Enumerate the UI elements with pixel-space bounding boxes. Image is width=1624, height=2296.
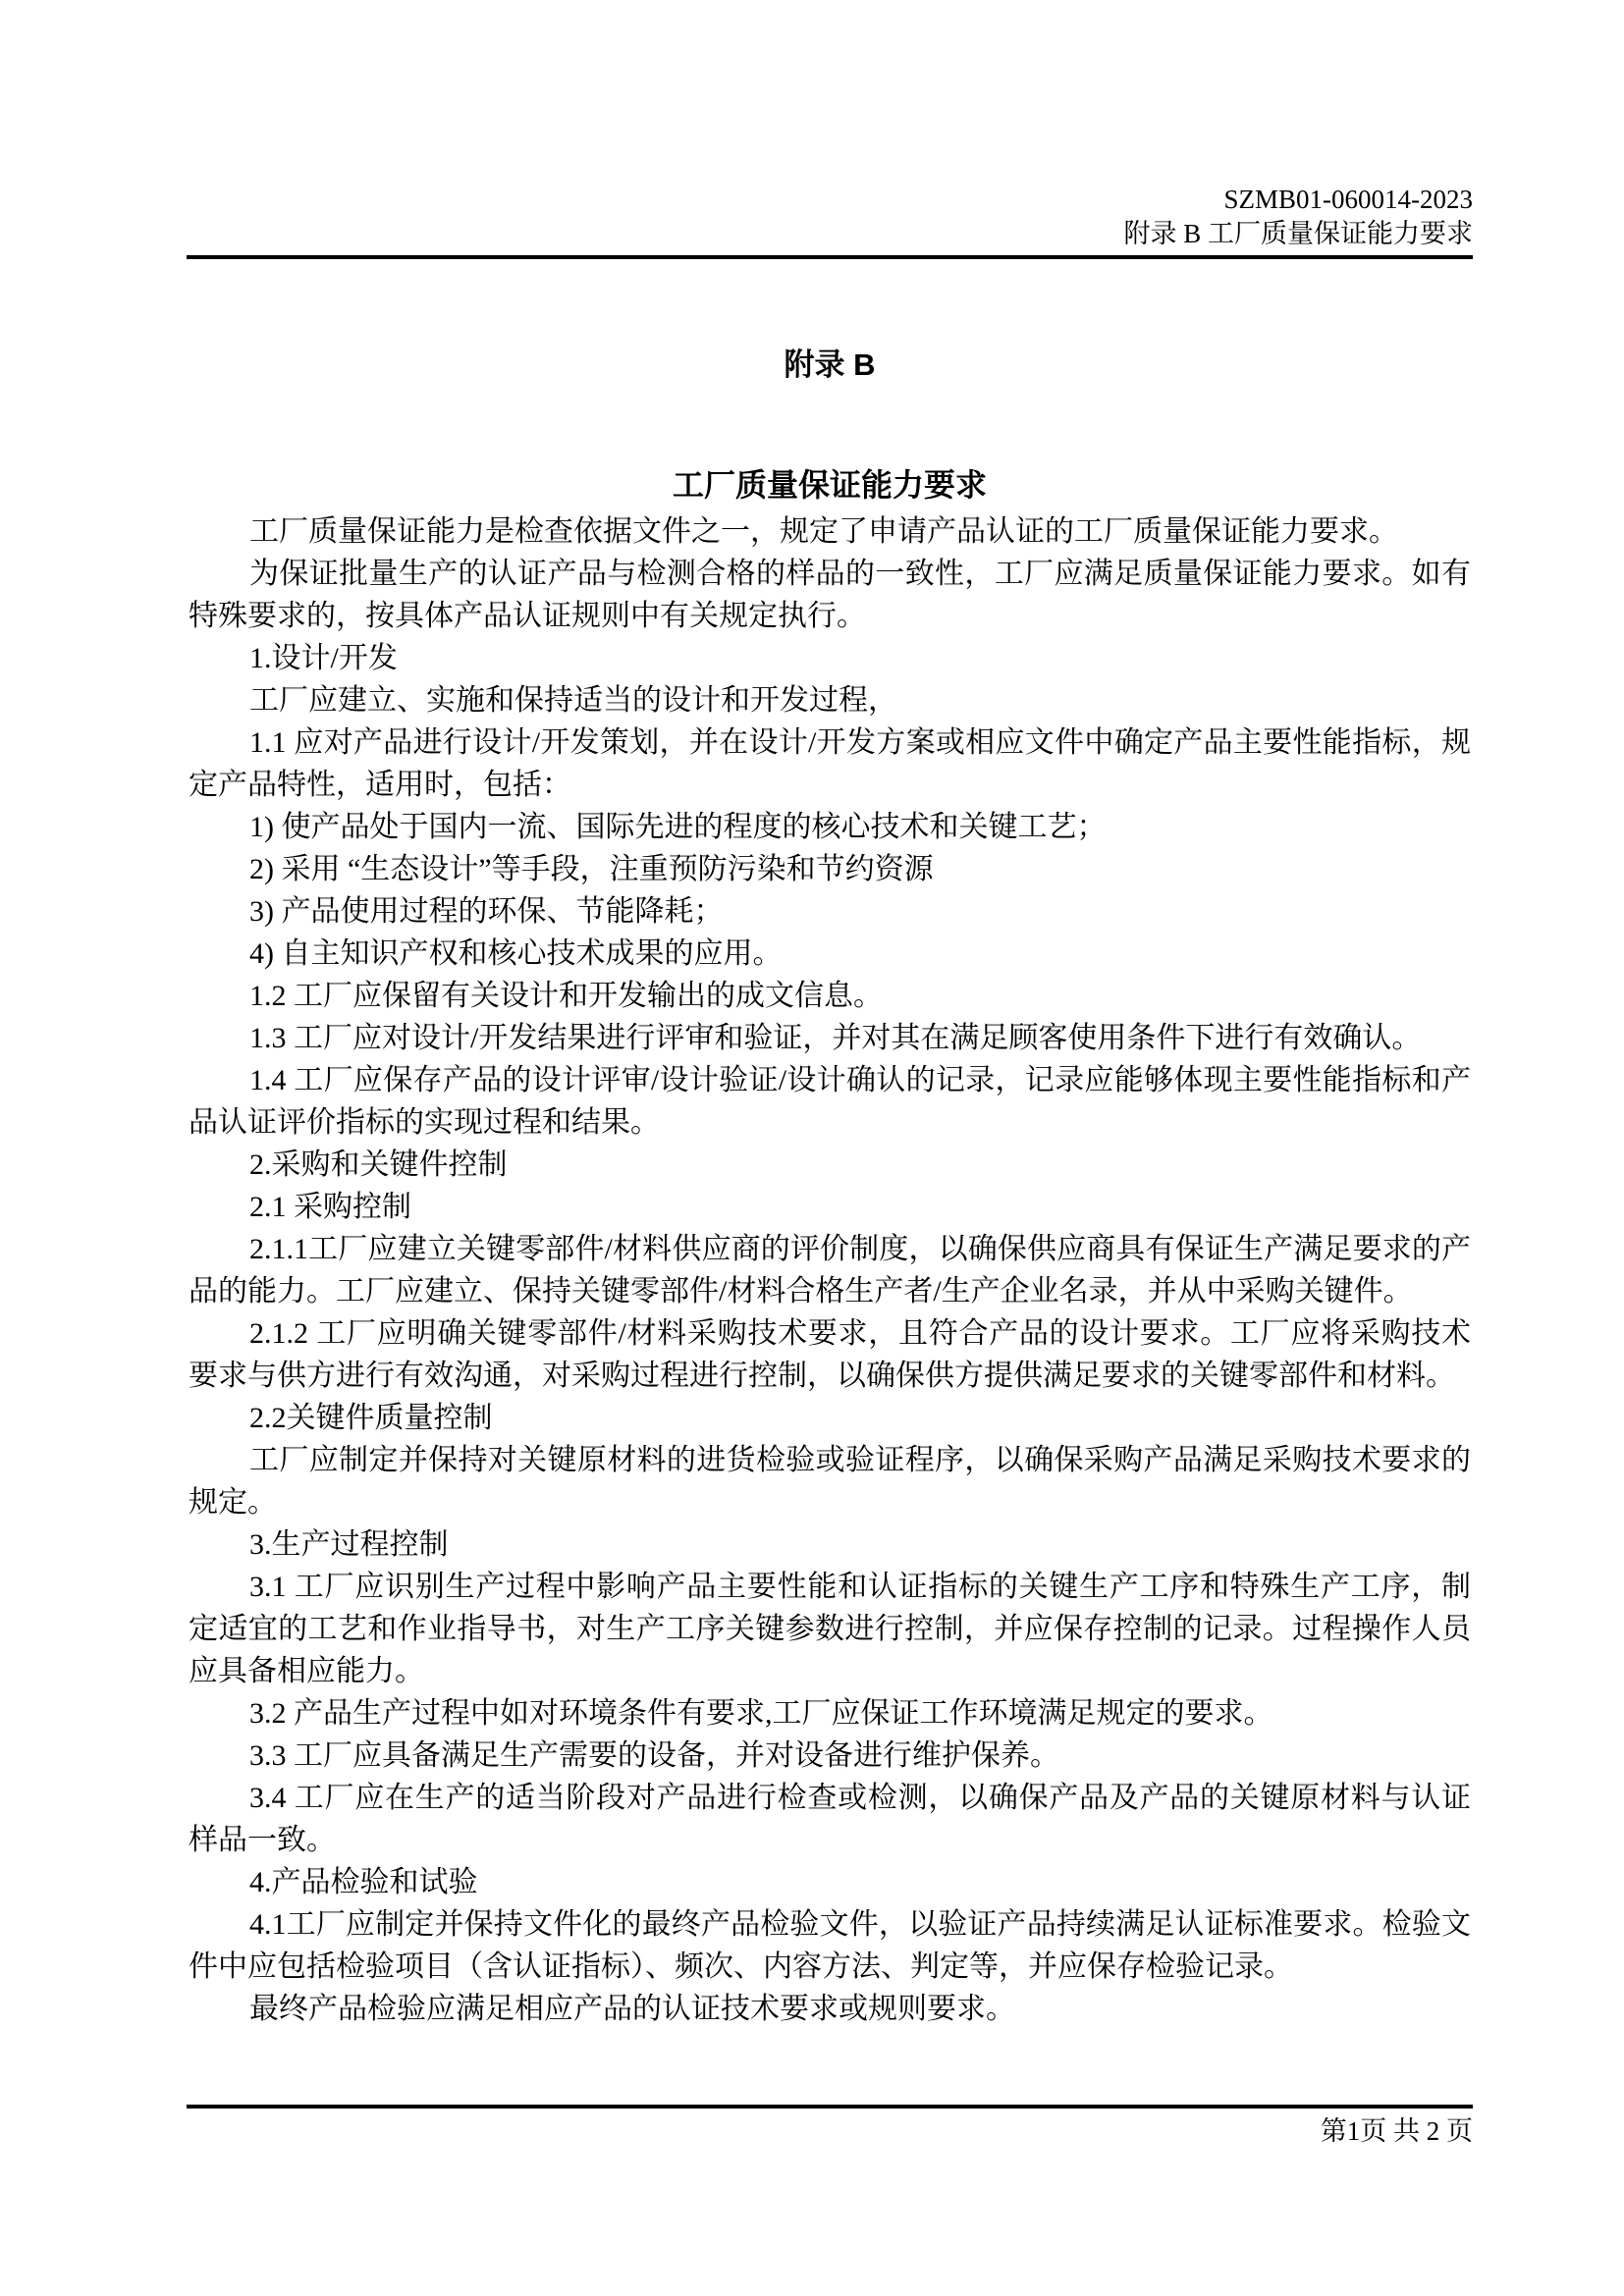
paragraph: 1.4 工厂应保存产品的设计评审/设计验证/设计确认的记录，记录应能够体现主要性能指标和产品认证评价指标的实现过程和结果。: [189, 1064, 1471, 1139]
paragraph: 1) 使产品处于国内一流、国际先进的程度的核心技术和关键工艺；: [249, 811, 1107, 843]
page-footer: [1321, 2112, 1473, 2150]
paragraph: 4.1工厂应制定并保持文件化的最终产品检验文件，以验证产品持续满足认证标准要求。检验文件中应包括检验项目（含认证指标）、频次、内容方法、判定等，并应保存检验记录。: [189, 1908, 1471, 1983]
paragraph: 工厂应建立、实施和保持适当的设计和开发过程，: [249, 684, 897, 717]
paragraph: 工厂质量保证能力是检查依据文件之一，规定了申请产品认证的工厂质量保证能力要求。: [249, 515, 1398, 548]
paragraph: 3.生产过程控制: [249, 1528, 449, 1561]
paragraph: 2.采购和关键件控制: [249, 1148, 508, 1181]
document-body: [189, 510, 1471, 2030]
page-number: 第1页 共 2 页: [1320, 2116, 1473, 2146]
paragraph: 4.产品检验和试验: [249, 1866, 478, 1898]
paragraph: 3.3 工厂应具备满足生产需要的设备，并对设备进行维护保养。: [249, 1739, 1059, 1772]
page-title: 工厂质量保证能力要求: [672, 467, 987, 503]
appendix-label: 附录 B: [784, 347, 876, 382]
paragraph: 3.1 工厂应识别生产过程中影响产品主要性能和认证指标的关键生产工序和特殊生产工序，制定适宜的工艺和作业指导书，对生产工序关键参数进行控制，并应保存控制的记录。过程操作人员应具备相应能力。: [189, 1571, 1471, 1687]
paragraph: 1.2 工厂应保留有关设计和开发输出的成文信息。: [249, 980, 883, 1012]
paragraph: 1.3 工厂应对设计/开发结果进行评审和验证，并对其在满足顾客使用条件下进行有效确认。: [249, 1022, 1422, 1054]
paragraph: 3.2 产品生产过程中如对环境条件有要求,工厂应保证工作环境满足规定的要求。: [249, 1697, 1273, 1730]
paragraph: 4) 自主知识产权和核心技术成果的应用。: [249, 937, 783, 970]
header-divider: [187, 255, 1473, 259]
paragraph: 1.1 应对产品进行设计/开发策划，并在设计/开发方案或相应文件中确定产品主要性能指标，规定产品特性，适用时，包括：: [189, 726, 1471, 801]
paragraph: 2.2关键件质量控制: [249, 1402, 493, 1434]
paragraph: 1.设计/开发: [249, 642, 398, 674]
header-doc-title: 附录 B 工厂质量保证能力要求: [1123, 219, 1473, 248]
paragraph: 为保证批量生产的认证产品与检测合格的样品的一致性，工厂应满足质量保证能力要求。如有特殊要求的，按具体产品认证规则中有关规定执行。: [189, 558, 1471, 632]
paragraph: 3) 产品使用过程的环保、节能降耗；: [249, 895, 724, 928]
paragraph: 工厂应制定并保持对关键原材料的进货检验或验证程序，以确保采购产品满足采购技术要求的规定。: [189, 1444, 1471, 1519]
paragraph: 2.1.1工厂应建立关键零部件/材料供应商的评价制度，以确保供应商具有保证生产满足要求的产品的能力。工厂应建立、保持关键零部件/材料合格生产者/生产企业名录，并从中采购关键件。: [189, 1233, 1471, 1308]
page-header: [1123, 183, 1473, 251]
paragraph: 2.1.2 工厂应明确关键零部件/材料采购技术要求，且符合产品的设计要求。工厂应将采购技术要求与供方进行有效沟通，对采购过程进行控制，以确保供方提供满足要求的关键零部件和材料。: [189, 1317, 1471, 1392]
footer-divider: [187, 2105, 1473, 2109]
paragraph: 最终产品检验应满足相应产品的认证技术要求或规则要求。: [249, 1993, 1015, 2025]
paragraph: 2.1 采购控制: [249, 1191, 411, 1223]
paragraph: 2) 采用 “生态设计”等手段，注重预防污染和节约资源: [249, 853, 934, 885]
header-doc-number: SZMB01-060014-2023: [1223, 185, 1473, 214]
paragraph: 3.4 工厂应在生产的适当阶段对产品进行检查或检测，以确保产品及产品的关键原材料与认证样品一致。: [189, 1782, 1471, 1856]
